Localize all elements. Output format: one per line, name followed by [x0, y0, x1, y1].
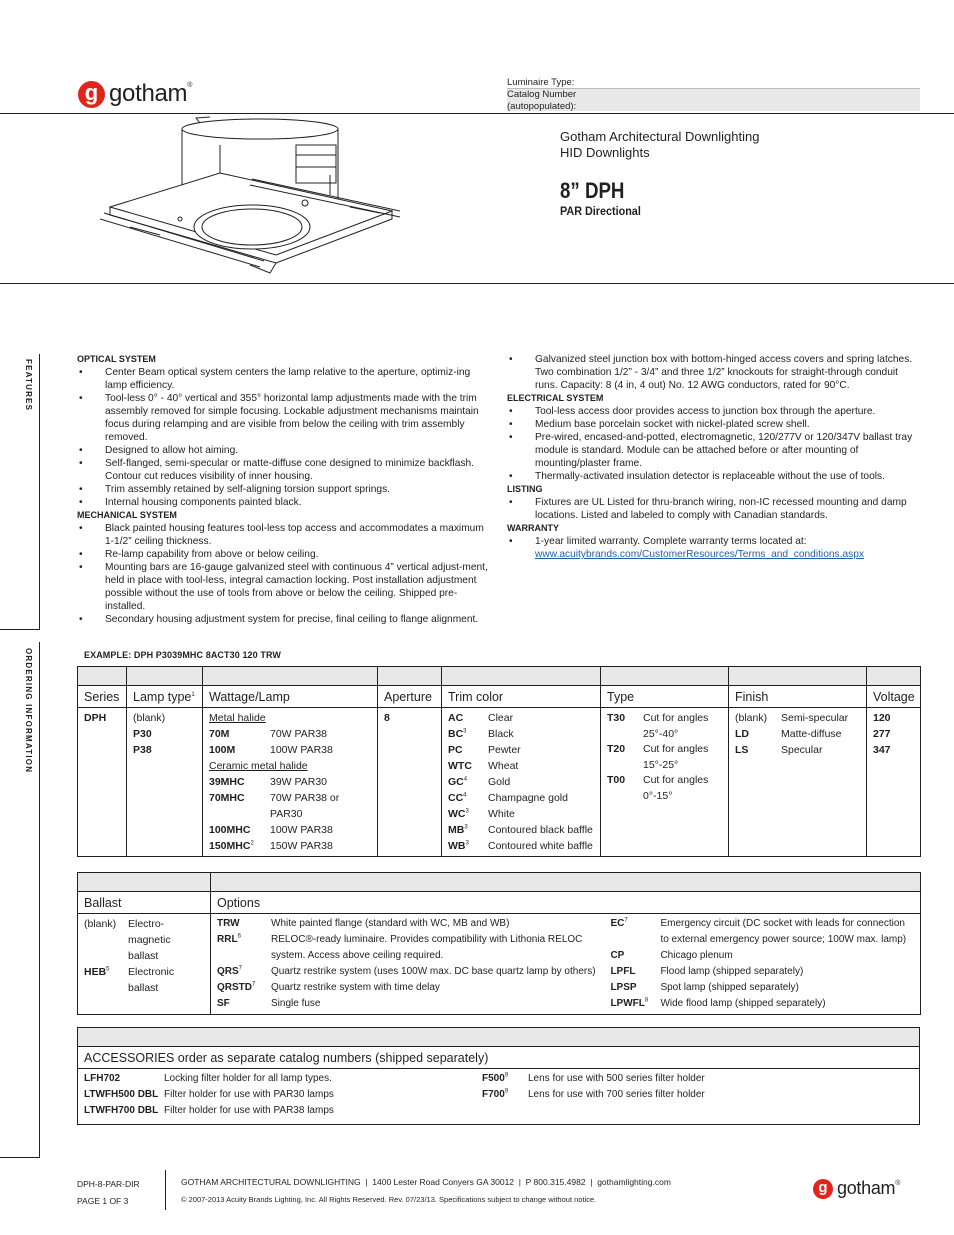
series-cell: DPH [78, 708, 127, 857]
list-item: • Internal housing components painted black. [77, 496, 490, 509]
ordering-example: EXAMPLE: DPH P3039MHC 8ACT30 120 TRW [84, 650, 281, 660]
options-left: TRW White painted flange (standard with WC, MB and WB) RRL$^6$ RELOC®-ready luminaire. Provides compatibility with Lithonia RELOC system. Access above ceiling required. QRS$^7$ Quartz restrike system (uses 100W max. DC base quartz lamp by others) QRSTD$^7$ Quartz restrike system with time delay SF Single fuse [217, 918, 596, 1009]
options-cell [211, 914, 921, 1015]
ordering-table [77, 666, 920, 857]
ballast-cell: (blank) Electro-magnetic ballast HEB$^5$ Electronic ballast [78, 914, 211, 1015]
ordering-tab[interactable]: ORDERING INFORMATION [24, 648, 33, 774]
series-line-2: HID Downlights [560, 145, 650, 160]
col-header-aperture: Aperture [378, 686, 442, 708]
col-header-ballast: Ballast [78, 892, 211, 914]
list-item: • Designed to allow hot aiming. [77, 444, 490, 457]
optical-system-heading: OPTICAL SYSTEM [77, 354, 156, 364]
list-item: • Center Beam optical system centers the lamp relative to the aperture, optimiz-ing lamp efficiency. [77, 366, 490, 392]
electrical-system-heading: ELECTRICAL SYSTEM [507, 393, 604, 403]
footer-copyright: © 2007-2013 Acuity Brands Lighting, Inc. All Rights Reserved. Rev. 07/23/13. Specifications subject to change without notice. [181, 1195, 597, 1204]
header-bar-cell [729, 667, 867, 686]
list-item: • Self-flanged, semi-specular or matte-diffuse cone designed to minimize backflash. Contour cut reduces visibility of inner housing. [77, 457, 490, 483]
accessories-header: ACCESSORIES order as separate catalog numbers (shipped separately) [78, 1047, 920, 1069]
ballast-options-table [77, 872, 920, 1015]
footer-logo-text: gotham® [837, 1178, 901, 1198]
product-drawing [100, 115, 400, 283]
col-header-finish: Finish [729, 686, 867, 708]
aperture-cell: 8 [378, 708, 442, 857]
electrical-system-list [507, 405, 920, 483]
footer-doc-id: DPH-8-PAR-DIR [77, 1179, 140, 1189]
footer-gotham-logo [813, 1178, 900, 1199]
list-item: • Mounting bars are 16-gauge galvanized steel with continuous 4” vertical adjust-ment, held in place with tool-less, integral camaction locking. Post installation adjustment possible without the use of tools from above or below the ceiling. Shipped pre-installed. [77, 561, 490, 613]
listing-list [507, 496, 920, 522]
header-bar-cell [78, 667, 127, 686]
cmh-label: Ceramic metal halide [209, 760, 308, 772]
warranty-text: 1-year limited warranty. Complete warranty terms located at: [535, 536, 807, 547]
mechanical-system-list-cont [507, 353, 920, 392]
list-item [507, 535, 920, 561]
trim-color-cell: AC Clear $BC^3$ Black PC Pewter WTC Wheat $GC^4$ Gold $CC^4$ Champagne gold $WC^3$ White $MB^3$ Contoured black baffle $WB^3$ Contoured white baffle [442, 708, 601, 857]
mechanical-system-heading: MECHANICAL SYSTEM [77, 510, 177, 520]
warranty-list [507, 535, 920, 561]
footer-logo-mark: g [813, 1179, 833, 1199]
header-bar-cell [601, 667, 729, 686]
list-item: • Secondary housing adjustment system for precise, final ceiling to flange alignment. [77, 613, 490, 626]
accessories-left: LFH702 Locking filter holder for all lamp types. LTWFH500 DBL Filter holder for use with PAR30 lamps LTWFH700 DBL Filter holder for use with PAR38 lamps [84, 1073, 334, 1116]
header-bar-cell [867, 667, 921, 686]
gotham-logo-mark: g [78, 81, 105, 108]
list-item: • Black painted housing features tool-less top access and accommodates a maximum 1-1/2” ceiling thickness. [77, 522, 490, 548]
catalog-number-label-2: (autopopulated): [507, 101, 577, 112]
optical-system-list [77, 366, 490, 509]
options-right: $EC^7$ Emergency circuit (DC socket with leads for connection to external emergency power source; 100W max. lamp) CP Chicago plenum LPFL Flood lamp (shipped separately) LPSP Spot lamp (shipped separately) LPWFL$^8$ Wide flood lamp (shipped separately) [610, 917, 907, 1009]
wattage-cell: Metal halide 70M 70W PAR38 100M 100W PAR38 Ceramic metal halide 39MHC 39W PAR30 70MHC 70W PAR38 or PAR30 100MHC 100W PAR38 150MHC$^2$ 150W PAR38 [203, 708, 378, 857]
list-item: • Medium base porcelain socket with nickel-plated screw shell. [507, 418, 920, 431]
lamp-type-cell: (blank) P30 P38 [127, 708, 203, 857]
series-line-1: Gotham Architectural Downlighting [560, 129, 760, 144]
header-bar-cell [127, 667, 203, 686]
list-item: • Fixtures are UL Listed for thru-branch wiring, non-IC recessed mounting and damp locations. Listed and labeled to comply with Canadian standards. [507, 496, 920, 522]
footer-address: GOTHAM ARCHITECTURAL DOWNLIGHTING | 1400 Lester Road Conyers GA 30012 | P 800.315.4982 | gothamlighting.com [181, 1177, 671, 1187]
list-item: • Re-lamp capability from above or below ceiling. [77, 548, 490, 561]
list-item: • Pre-wired, encased-and-potted, electromagnetic, 120/277V or 120/347V ballast tray module is standard. Module can be attached before or after mounting of mounting/plaster frame. [507, 431, 920, 470]
list-item: • Thermally-activated insulation detector is replaceable without the use of tools. [507, 470, 920, 483]
listing-heading: LISTING [507, 484, 543, 494]
list-item: • Tool-less access door provides access to junction box through the aperture. [507, 405, 920, 418]
features-left-column [77, 353, 490, 626]
footer-divider [165, 1170, 166, 1210]
accessories-right: $F500^9$ Lens for use with 500 series filter holder $F700^9$ Lens for use with 700 series filter holder [482, 1072, 705, 1100]
header-rule-bottom [0, 283, 954, 284]
features-right-column [507, 353, 920, 561]
catalog-number-label-1: Catalog Number [507, 89, 577, 100]
col-header-options: Options [211, 892, 921, 914]
header-bar-cell [203, 667, 378, 686]
voltage-cell: 120 277 347 [867, 708, 921, 857]
warranty-link[interactable]: www.acuitybrands.com/CustomerResources/Terms_and_conditions.aspx [535, 549, 864, 560]
list-item: • Trim assembly retained by self-aligning torsion support springs. [77, 483, 490, 496]
col-header-wattage: Wattage/Lamp [203, 686, 378, 708]
list-item: • Tool-less 0° - 40° vertical and 355° horizontal lamp adjustments made with the trim assembly removed for simple focusing. Lockable adjustment mechanisms maintain focus during relamping and are visible from below the ceiling with trim assembly removed. [77, 392, 490, 444]
product-title: 8” DPH [560, 178, 625, 203]
features-tab[interactable]: FEATURES [24, 359, 33, 412]
footer-page: PAGE 1 OF 3 [77, 1196, 129, 1206]
header-bar-cell [378, 667, 442, 686]
header-bar-cell [78, 873, 211, 892]
ordering-tab-box [0, 642, 40, 1158]
metal-halide-label: Metal halide [209, 712, 266, 724]
accessories-table [77, 1027, 920, 1125]
accessories-cell [78, 1069, 920, 1125]
gotham-logo [78, 80, 192, 108]
list-item: • Galvanized steel junction box with bottom-hinged access covers and spring latches. Two combination 1/2” - 3/4” and three 1/2” knockouts for straight-through conduit runs. Capacity: 8 (4 in, 4 out) No. 12 AWG conductors, rated for 90°C. [507, 353, 920, 392]
product-subtitle: PAR Directional [560, 204, 641, 218]
type-cell: T30 Cut for angles 25°-40° T20 Cut for angles 15°-25° T00 Cut for angles 0°-15° [601, 708, 729, 857]
header-bar-cell [78, 1028, 920, 1047]
col-header-lamp-type: Lamp type$^1$ [127, 686, 203, 708]
col-header-voltage: Voltage [867, 686, 921, 708]
mechanical-system-list [77, 522, 490, 626]
col-header-type: Type [601, 686, 729, 708]
header-bar-cell [211, 873, 921, 892]
col-header-series: Series [78, 686, 127, 708]
col-header-trim-color: Trim color [442, 686, 601, 708]
luminaire-type-label: Luminaire Type: [507, 77, 575, 88]
finish-cell: (blank) Semi-specular LD Matte-diffuse LS Specular [729, 708, 867, 857]
gotham-logo-text: gotham® [109, 80, 193, 107]
features-tab-box [0, 354, 40, 630]
warranty-heading: WARRANTY [507, 523, 559, 533]
header-bar-cell [442, 667, 601, 686]
header-rule-top [0, 113, 954, 114]
